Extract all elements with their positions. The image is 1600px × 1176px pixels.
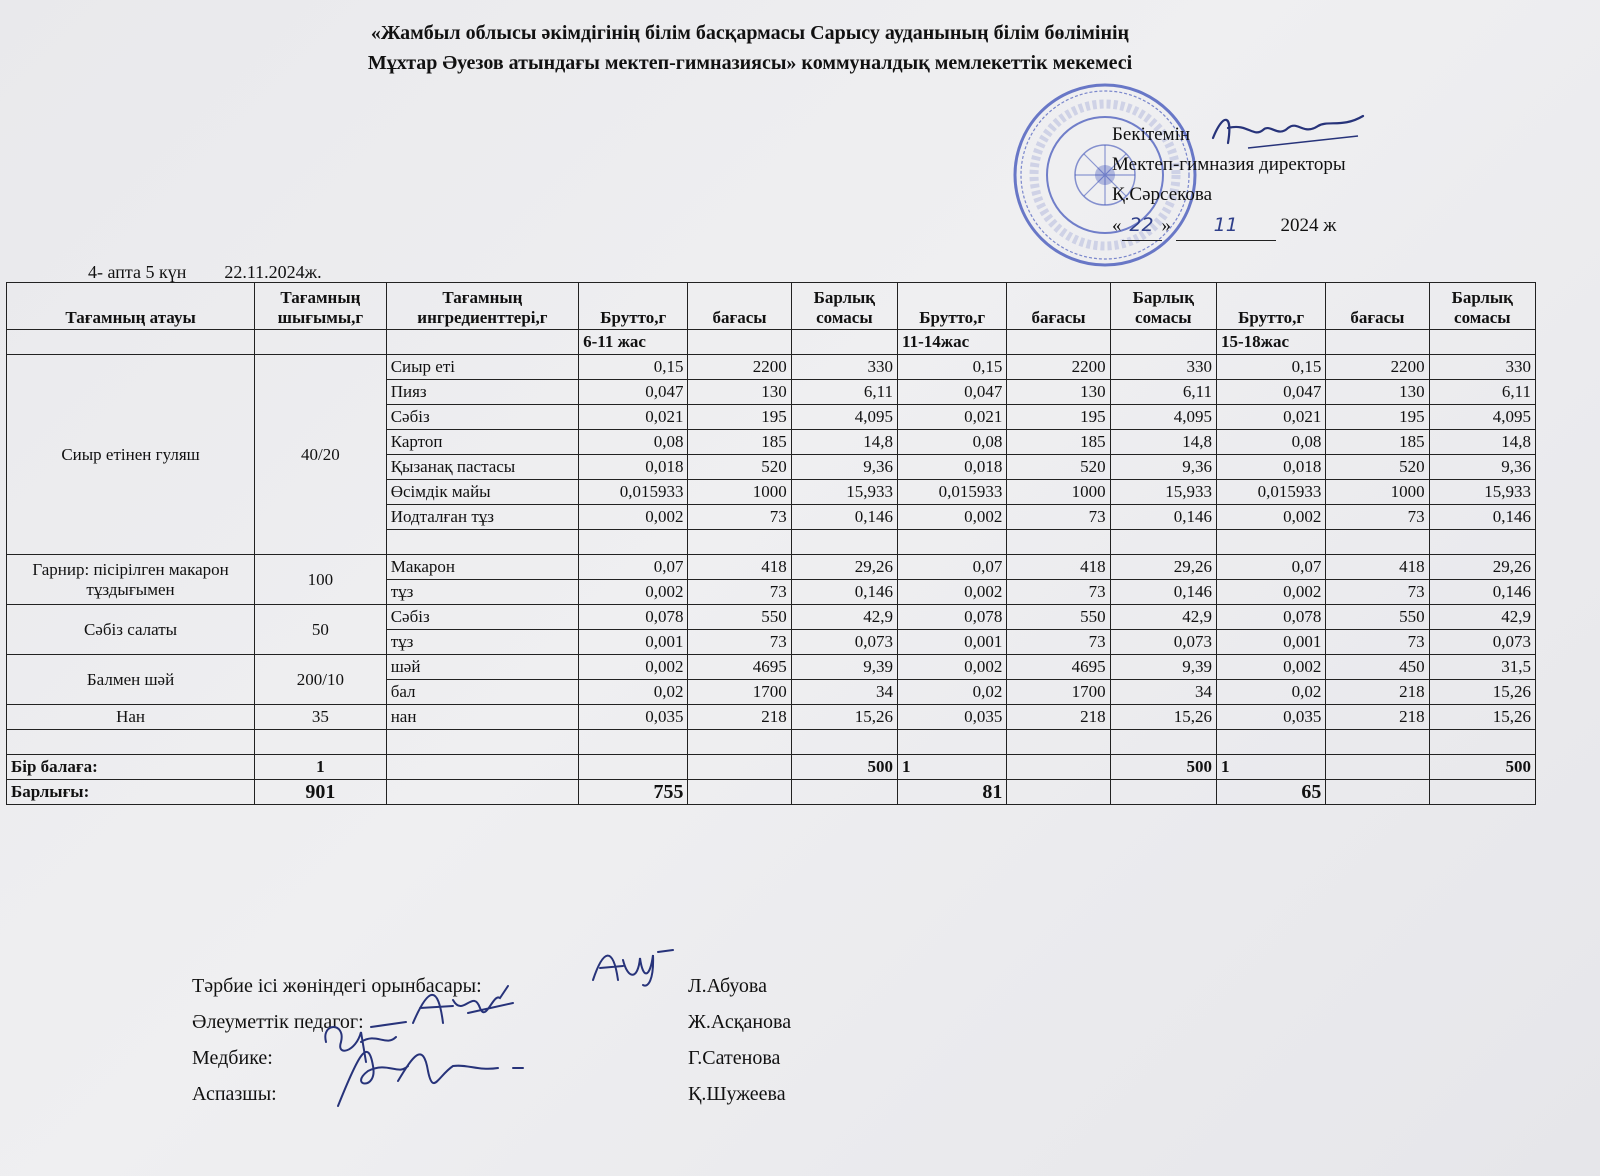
week-label: 4- апта 5 күн [88, 262, 187, 282]
ingredient-value: 0,02 [898, 680, 1007, 705]
menu-date: 22.11.2024ж. [224, 262, 322, 282]
ingredient-value: 130 [1326, 380, 1429, 405]
ingredient-name: Картоп [386, 430, 578, 455]
ingredient-value: 2200 [1326, 355, 1429, 380]
ingredient-value: 73 [688, 505, 791, 530]
ingredient-value: 0,047 [579, 380, 688, 405]
signature-role: Аспазшы: [192, 1083, 277, 1105]
ingredient-value: 0,035 [1216, 705, 1325, 730]
approval-month: 11 [1176, 210, 1276, 241]
ingredient-value: 550 [1326, 605, 1429, 630]
ingredient-value: 330 [791, 355, 897, 380]
header-brutto: Брутто,г [1216, 283, 1325, 330]
header-line-1: «Жамбыл облысы әкімдігінің білім басқармасы Сарысу ауданының білім бөлімінің [370, 22, 1130, 44]
header-total: Барлық сомасы [1429, 283, 1535, 330]
ingredient-name: Өсімдік майы [386, 480, 578, 505]
ingredient-value: 15,933 [1429, 480, 1535, 505]
grand-total-label: Барлығы: [7, 780, 255, 805]
handwritten-signature-icon [588, 940, 678, 990]
ingredient-value: 4695 [688, 655, 791, 680]
ingredient-value: 0,002 [579, 505, 688, 530]
header-yield: Тағамның шығымы,г [255, 283, 387, 330]
age-group-3: 15-18жас [1216, 330, 1325, 355]
signature-role: Әлеуметтік педагог: [192, 1011, 364, 1033]
ingredient-value: 0,018 [1216, 455, 1325, 480]
ingredient-value [579, 530, 688, 555]
ingredient-value: 14,8 [1110, 430, 1216, 455]
ingredient-value: 0,015933 [1216, 480, 1325, 505]
ingredient-name: шәй [386, 655, 578, 680]
ingredient-value: 0,146 [791, 580, 897, 605]
ingredient-value [898, 530, 1007, 555]
ingredient-value: 0,08 [1216, 430, 1325, 455]
ingredient-value: 218 [688, 705, 791, 730]
ingredient-value: 0,002 [898, 655, 1007, 680]
ingredient-value: 0,018 [579, 455, 688, 480]
ingredient-name: нан [386, 705, 578, 730]
ingredient-value: 0,002 [898, 505, 1007, 530]
ingredient-value: 185 [1326, 430, 1429, 455]
ingredient-value: 73 [1326, 505, 1429, 530]
ingredient-name: Пияз [386, 380, 578, 405]
dish-name: Гарнир: пісірілген макарон тұздығымен [7, 555, 255, 605]
ingredient-value: 218 [1326, 680, 1429, 705]
ingredient-value: 0,146 [1429, 505, 1535, 530]
ingredient-value: 31,5 [1429, 655, 1535, 680]
ingredient-value: 15,26 [1429, 705, 1535, 730]
director-position: Мектеп-гимназия директоры [1112, 154, 1346, 175]
ingredient-value: 9,36 [791, 455, 897, 480]
ingredient-value: 4,095 [1429, 405, 1535, 430]
ingredient-value: 0,15 [1216, 355, 1325, 380]
ingredient-value: 0,146 [1110, 580, 1216, 605]
header-line-2: Мұхтар Әуезов атындағы мектеп-гимназиясы» коммуналдық мемлекеттік мекемесі [367, 52, 1133, 74]
document-header [240, 18, 1260, 78]
ingredient-value: 0,08 [579, 430, 688, 455]
signature-name: Г.Сатенова [688, 1047, 781, 1069]
week-line [88, 262, 322, 283]
ingredient-name: тұз [386, 580, 578, 605]
ingredient-name: Қызанақ пастасы [386, 455, 578, 480]
ingredient-value: 15,933 [791, 480, 897, 505]
per-child-g2-total: 500 [1110, 755, 1216, 780]
header-total: Барлық сомасы [791, 283, 897, 330]
ingredient-value: 0,073 [791, 630, 897, 655]
dish-name: Сәбіз салаты [7, 605, 255, 655]
ingredient-value: 0,002 [1216, 505, 1325, 530]
ingredient-value: 9,36 [1110, 455, 1216, 480]
ingredient-name: бал [386, 680, 578, 705]
ingredient-value: 0,035 [898, 705, 1007, 730]
ingredient-value: 450 [1326, 655, 1429, 680]
ingredient-value: 29,26 [791, 555, 897, 580]
ingredient-value: 185 [688, 430, 791, 455]
ingredient-value: 0,021 [1216, 405, 1325, 430]
ingredient-value: 0,08 [898, 430, 1007, 455]
ingredient-value: 14,8 [791, 430, 897, 455]
ingredient-value: 0,146 [1429, 580, 1535, 605]
ingredient-value: 0,047 [1216, 380, 1325, 405]
ingredient-value: 0,078 [579, 605, 688, 630]
ingredient-value: 0,073 [1110, 630, 1216, 655]
ingredient-value: 1000 [1007, 480, 1110, 505]
ingredient-value: 29,26 [1429, 555, 1535, 580]
table-row [7, 605, 1536, 630]
table-row [7, 705, 1536, 730]
empty-row [7, 730, 1536, 755]
age-group-row [7, 330, 1536, 355]
ingredient-value: 0,078 [898, 605, 1007, 630]
ingredient-value: 2200 [688, 355, 791, 380]
ingredient-value: 520 [1326, 455, 1429, 480]
ingredient-value: 42,9 [1429, 605, 1535, 630]
header-price: бағасы [688, 283, 791, 330]
handwritten-signature-icon [408, 978, 518, 1033]
dish-yield: 35 [255, 705, 387, 730]
ingredient-value: 195 [1007, 405, 1110, 430]
header-price: бағасы [1007, 283, 1110, 330]
ingredient-value [791, 530, 897, 555]
ingredient-value: 418 [1326, 555, 1429, 580]
table-header-row [7, 283, 1536, 330]
ingredient-value: 0,15 [898, 355, 1007, 380]
ingredient-value: 185 [1007, 430, 1110, 455]
ingredient-value: 0,035 [579, 705, 688, 730]
header-total: Барлық сомасы [1110, 283, 1216, 330]
per-child-row [7, 755, 1536, 780]
approval-block [1112, 120, 1346, 241]
header-brutto: Брутто,г [579, 283, 688, 330]
ingredient-value: 0,02 [579, 680, 688, 705]
ingredient-name: Иодталған тұз [386, 505, 578, 530]
ingredient-value: 0,015933 [898, 480, 1007, 505]
handwritten-signature-icon [328, 1036, 528, 1111]
ingredient-value: 73 [688, 630, 791, 655]
menu-table-body [7, 355, 1536, 730]
ingredient-value: 4695 [1007, 655, 1110, 680]
grand-total-g1: 755 [579, 780, 688, 805]
ingredient-value: 130 [1007, 380, 1110, 405]
grand-total-g3: 65 [1216, 780, 1325, 805]
ingredient-value: 0,002 [898, 580, 1007, 605]
ingredient-value [1216, 530, 1325, 555]
header-brutto: Брутто,г [898, 283, 1007, 330]
ingredient-value: 14,8 [1429, 430, 1535, 455]
grand-total-row [7, 780, 1536, 805]
per-child-g1-total: 500 [791, 755, 897, 780]
ingredient-value [688, 530, 791, 555]
ingredient-value: 4,095 [791, 405, 897, 430]
signature-role: Медбике: [192, 1047, 273, 1069]
ingredient-value [1326, 530, 1429, 555]
per-child-g2-brutto: 1 [898, 755, 1007, 780]
ingredient-value: 0,021 [579, 405, 688, 430]
ingredient-value: 195 [688, 405, 791, 430]
per-child-yield: 1 [255, 755, 387, 780]
ingredient-value: 218 [1326, 705, 1429, 730]
ingredient-value: 15,26 [791, 705, 897, 730]
ingredient-value: 0,02 [1216, 680, 1325, 705]
ingredient-value: 0,146 [791, 505, 897, 530]
per-child-g3-brutto: 1 [1216, 755, 1325, 780]
ingredient-value: 195 [1326, 405, 1429, 430]
signature-name: Қ.Шужеева [688, 1083, 786, 1105]
ingredient-value: 42,9 [791, 605, 897, 630]
age-group-1: 6-11 жас [579, 330, 688, 355]
ingredient-value: 2200 [1007, 355, 1110, 380]
ingredient-value: 4,095 [1110, 405, 1216, 430]
ingredient-value: 6,11 [1429, 380, 1535, 405]
ingredient-name: Сиыр еті [386, 355, 578, 380]
ingredient-value: 0,07 [579, 555, 688, 580]
per-child-label: Бір балаға: [7, 755, 255, 780]
approve-label: Бекітемін [1112, 124, 1191, 145]
header-ingredients: Тағамның ингредиенттері,г [386, 283, 578, 330]
ingredient-value [1007, 530, 1110, 555]
approval-year: 2024 ж [1280, 215, 1337, 236]
ingredient-value: 1000 [688, 480, 791, 505]
ingredient-value: 73 [1007, 505, 1110, 530]
ingredient-value: 330 [1429, 355, 1535, 380]
ingredient-value: 0,07 [898, 555, 1007, 580]
signature-name: Ж.Асқанова [688, 1011, 792, 1033]
ingredient-value: 73 [1007, 630, 1110, 655]
ingredient-value: 0,018 [898, 455, 1007, 480]
dish-yield: 100 [255, 555, 387, 605]
ingredient-value: 0,001 [1216, 630, 1325, 655]
table-row [7, 555, 1536, 580]
ingredient-name [386, 530, 578, 555]
ingredient-value: 0,001 [898, 630, 1007, 655]
signature-role: Тәрбие ісі жөніндегі орынбасары: [192, 975, 482, 997]
signature-name: Л.Абуова [688, 975, 767, 997]
ingredient-value: 550 [1007, 605, 1110, 630]
header-dish: Тағамның атауы [7, 283, 255, 330]
ingredient-value: 418 [1007, 555, 1110, 580]
ingredient-value: 6,11 [1110, 380, 1216, 405]
ingredient-name: Сәбіз [386, 605, 578, 630]
ingredient-value: 9,39 [791, 655, 897, 680]
approval-date [1112, 210, 1346, 241]
ingredient-value: 42,9 [1110, 605, 1216, 630]
ingredient-value: 73 [1007, 580, 1110, 605]
ingredient-value: 0,021 [898, 405, 1007, 430]
ingredient-value: 0,15 [579, 355, 688, 380]
ingredient-value: 9,36 [1429, 455, 1535, 480]
grand-total-yield: 901 [255, 780, 387, 805]
age-group-2: 11-14жас [898, 330, 1007, 355]
ingredient-value: 1700 [688, 680, 791, 705]
ingredient-value: 9,39 [1110, 655, 1216, 680]
ingredient-value: 73 [688, 580, 791, 605]
ingredient-value: 15,26 [1110, 705, 1216, 730]
director-name: Қ.Сәрсекова [1112, 184, 1213, 205]
ingredient-value: 73 [1326, 580, 1429, 605]
ingredient-value: 520 [1007, 455, 1110, 480]
dish-name: Нан [7, 705, 255, 730]
ingredient-value: 330 [1110, 355, 1216, 380]
ingredient-value: 130 [688, 380, 791, 405]
header-price: бағасы [1326, 283, 1429, 330]
ingredient-value: 0,002 [1216, 655, 1325, 680]
ingredient-value: 73 [1326, 630, 1429, 655]
ingredient-value: 15,26 [1429, 680, 1535, 705]
ingredient-value: 0,002 [579, 580, 688, 605]
ingredient-value: 34 [791, 680, 897, 705]
table-row [7, 655, 1536, 680]
quote-close: » [1161, 215, 1171, 236]
ingredient-value: 520 [688, 455, 791, 480]
ingredient-value: 0,047 [898, 380, 1007, 405]
table-row [7, 355, 1536, 380]
ingredient-value: 0,001 [579, 630, 688, 655]
ingredient-name: Сәбіз [386, 405, 578, 430]
ingredient-value: 1000 [1326, 480, 1429, 505]
per-child-g3-total: 500 [1429, 755, 1535, 780]
ingredient-value: 34 [1110, 680, 1216, 705]
dish-yield: 50 [255, 605, 387, 655]
dish-yield: 200/10 [255, 655, 387, 705]
ingredient-value: 29,26 [1110, 555, 1216, 580]
ingredient-value: 0,146 [1110, 505, 1216, 530]
ingredient-value: 15,933 [1110, 480, 1216, 505]
dish-yield: 40/20 [255, 355, 387, 555]
ingredient-value: 550 [688, 605, 791, 630]
ingredient-value: 218 [1007, 705, 1110, 730]
ingredient-value: 0,015933 [579, 480, 688, 505]
ingredient-value: 6,11 [791, 380, 897, 405]
ingredient-value: 418 [688, 555, 791, 580]
approval-day: 22 [1122, 210, 1162, 241]
dish-name: Сиыр етінен гуляш [7, 355, 255, 555]
ingredient-value [1110, 530, 1216, 555]
ingredient-name: тұз [386, 630, 578, 655]
ingredient-value: 0,07 [1216, 555, 1325, 580]
ingredient-name: Макарон [386, 555, 578, 580]
menu-table [6, 282, 1536, 805]
ingredient-value: 0,073 [1429, 630, 1535, 655]
quote-open: « [1112, 215, 1122, 236]
ingredient-value: 1700 [1007, 680, 1110, 705]
ingredient-value: 0,002 [1216, 580, 1325, 605]
ingredient-value: 0,002 [579, 655, 688, 680]
grand-total-g2: 81 [898, 780, 1007, 805]
ingredient-value [1429, 530, 1535, 555]
ingredient-value: 0,078 [1216, 605, 1325, 630]
dish-name: Балмен шәй [7, 655, 255, 705]
